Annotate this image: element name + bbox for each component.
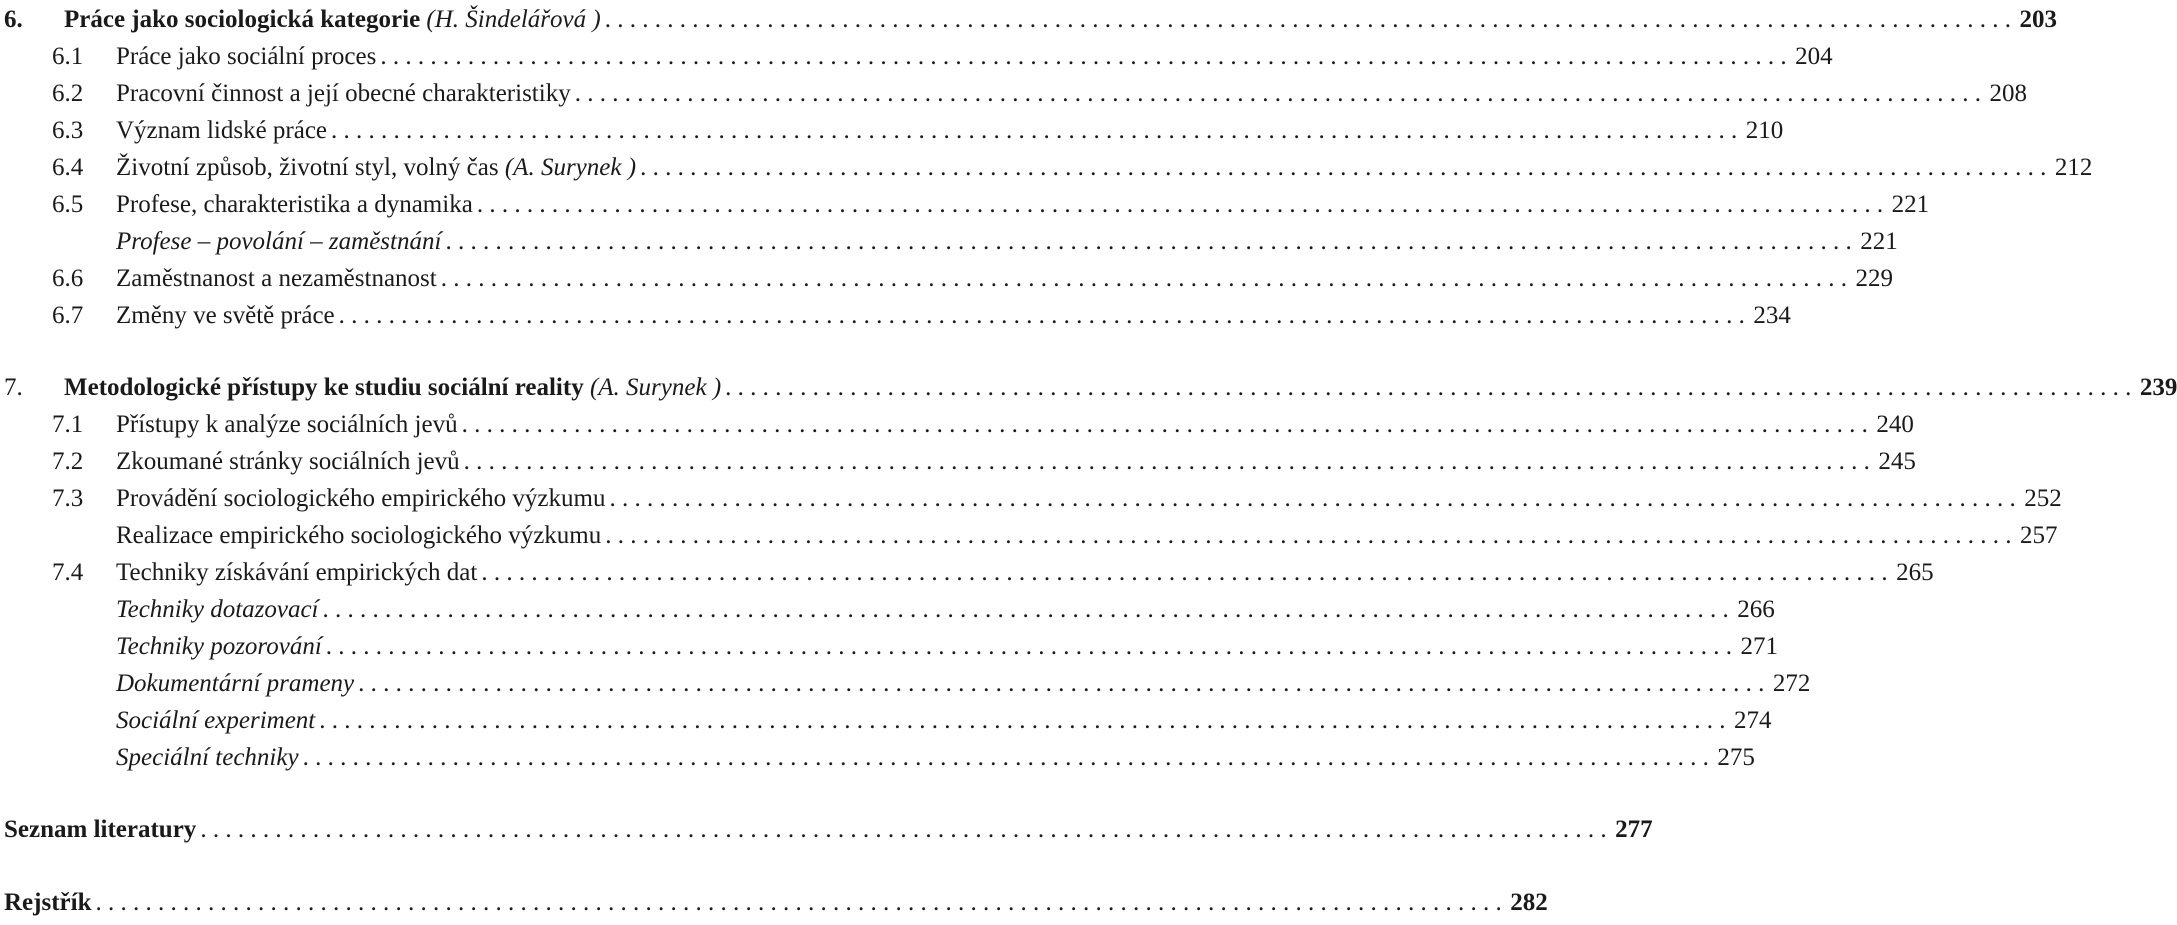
page-number: 277 — [1615, 816, 1653, 843]
page-number: 252 — [2024, 485, 2062, 512]
entry-title: Seznam literatury — [4, 816, 197, 843]
entry-title: Profese, charakteristika a dynamika — [116, 191, 473, 218]
toc-entry-6-2[interactable] — [0, 76, 2027, 112]
toc-section-7[interactable] — [0, 370, 2177, 406]
page-number: 275 — [1717, 744, 1755, 771]
dot-leader — [303, 740, 1709, 776]
page-number: 212 — [2054, 154, 2093, 181]
entry-title: Přístupy k analýze sociálních jevů — [116, 411, 458, 438]
section-author: (A. Surynek ) — [589, 374, 722, 401]
entry-heading — [116, 150, 636, 186]
entry-number: 6.7 — [52, 302, 84, 329]
entry-number: 7.4 — [52, 559, 84, 586]
page-number: 234 — [1753, 302, 1791, 329]
entry-title: Práce jako sociální proces — [116, 43, 377, 70]
page-number: 239 — [2139, 374, 2177, 401]
dot-leader — [462, 407, 1868, 443]
entry-title: Zkoumané stránky sociálních jevů — [116, 448, 460, 475]
dot-leader — [725, 370, 2131, 406]
section-title: Metodologické přístupy ke studiu sociální reality — [64, 374, 584, 401]
toc-entry-6-3[interactable] — [0, 113, 1784, 149]
entry-title: Rejstřík — [4, 889, 92, 916]
toc-entry-7-4-specialni[interactable] — [0, 740, 1755, 776]
entry-title: Realizace empirického sociologického výzkumu — [116, 522, 602, 549]
section-heading — [64, 2, 601, 38]
page-number: 221 — [1860, 228, 1898, 255]
dot-leader — [326, 629, 1732, 665]
dot-leader — [319, 703, 1725, 739]
entry-title: Dokumentární prameny — [116, 670, 355, 697]
toc-entry-7-4-experiment[interactable] — [0, 703, 1772, 739]
page-number: 257 — [2020, 522, 2058, 549]
toc-section-6[interactable] — [0, 2, 2057, 38]
toc-entry-literatura[interactable] — [0, 812, 1653, 848]
entry-number: 6.1 — [52, 43, 84, 70]
dot-leader — [200, 812, 1606, 848]
dot-leader — [640, 150, 2046, 186]
toc-entry-6-4[interactable] — [0, 150, 2093, 186]
dot-leader — [605, 2, 2011, 38]
entry-title: Techniky dotazovací — [116, 596, 319, 623]
toc-entry-7-3-realizace[interactable] — [0, 518, 2058, 554]
dot-leader — [358, 666, 1764, 702]
entry-number: 7.2 — [52, 448, 84, 475]
section-author: (H. Šindelářová ) — [426, 6, 601, 33]
page-number: 240 — [1876, 411, 1914, 438]
toc-entry-7-4-pozorovani[interactable] — [0, 629, 1779, 665]
section-title: Práce jako sociologická kategorie — [64, 6, 421, 33]
toc-entry-6-5-profese[interactable] — [0, 224, 1898, 260]
entry-number: 7.3 — [52, 485, 84, 512]
page-number: 266 — [1737, 596, 1775, 623]
entry-title: Zaměstnanost a nezaměstnanost — [116, 265, 437, 292]
entry-author: (A. Surynek ) — [504, 154, 637, 181]
toc-entry-7-4-dokumentarni[interactable] — [0, 666, 1811, 702]
entry-title: Životní způsob, životní styl, volný čas — [116, 154, 499, 181]
toc-entry-7-4[interactable] — [0, 555, 1934, 591]
entry-number: 6.2 — [52, 80, 84, 107]
entry-title: Techniky získávání empirických dat — [116, 559, 478, 586]
entry-number: 6.6 — [52, 265, 84, 292]
entry-title: Provádění sociologického empirického výzkumu — [116, 485, 606, 512]
entry-title: Sociální experiment — [116, 707, 316, 734]
entry-number: 6.4 — [52, 154, 84, 181]
toc-entry-7-3[interactable] — [0, 481, 2062, 517]
dot-leader — [445, 224, 1851, 260]
page-number: 245 — [1878, 448, 1916, 475]
entry-title: Pracovní činnost a její obecné charakteristiky — [116, 80, 571, 107]
dot-leader — [380, 39, 1786, 75]
page-number: 265 — [1896, 559, 1934, 586]
section-number: 6. — [4, 6, 23, 33]
page-number: 204 — [1795, 43, 1833, 70]
dot-leader — [481, 555, 1887, 591]
dot-leader — [339, 298, 1745, 334]
page-number: 210 — [1745, 117, 1784, 144]
section-heading — [64, 370, 721, 406]
toc-entry-6-7[interactable] — [0, 298, 1791, 334]
page-number: 229 — [1855, 265, 1893, 292]
toc-entry-7-1[interactable] — [0, 407, 1914, 443]
page-number: 274 — [1734, 707, 1772, 734]
dot-leader — [605, 518, 2011, 554]
dot-leader — [609, 481, 2015, 517]
toc-entry-7-2[interactable] — [0, 444, 1916, 480]
dot-leader — [477, 187, 1883, 223]
page-number: 271 — [1740, 633, 1779, 660]
entry-title: Význam lidské práce — [116, 117, 328, 144]
dot-leader — [95, 885, 1501, 921]
toc-entry-7-4-dotazovaci[interactable] — [0, 592, 1775, 628]
toc-entry-6-6[interactable] — [0, 261, 1893, 297]
entry-title: Profese – povolání – zaměstnání — [116, 228, 442, 255]
entry-number: 6.3 — [52, 117, 84, 144]
page-number: 203 — [2019, 6, 2057, 33]
section-number: 7. — [4, 374, 23, 401]
page-number: 272 — [1772, 670, 1811, 697]
toc-entry-6-5[interactable] — [0, 187, 1930, 223]
toc-entry-rejstrik[interactable] — [0, 885, 1548, 921]
entry-number: 7.1 — [52, 411, 84, 438]
dot-leader — [464, 444, 1870, 480]
entry-number: 6.5 — [52, 191, 84, 218]
page-number: 221 — [1891, 191, 1930, 218]
dot-leader — [331, 113, 1737, 149]
entry-title: Techniky pozorování — [116, 633, 322, 660]
entry-title: Speciální techniky — [116, 744, 299, 771]
dot-leader — [575, 76, 1981, 112]
dot-leader — [441, 261, 1847, 297]
dot-leader — [323, 592, 1729, 628]
page-number: 282 — [1510, 889, 1548, 916]
toc-entry-6-1[interactable] — [0, 39, 1833, 75]
entry-title: Změny ve světě práce — [116, 302, 335, 329]
page-number: 208 — [1989, 80, 2027, 107]
